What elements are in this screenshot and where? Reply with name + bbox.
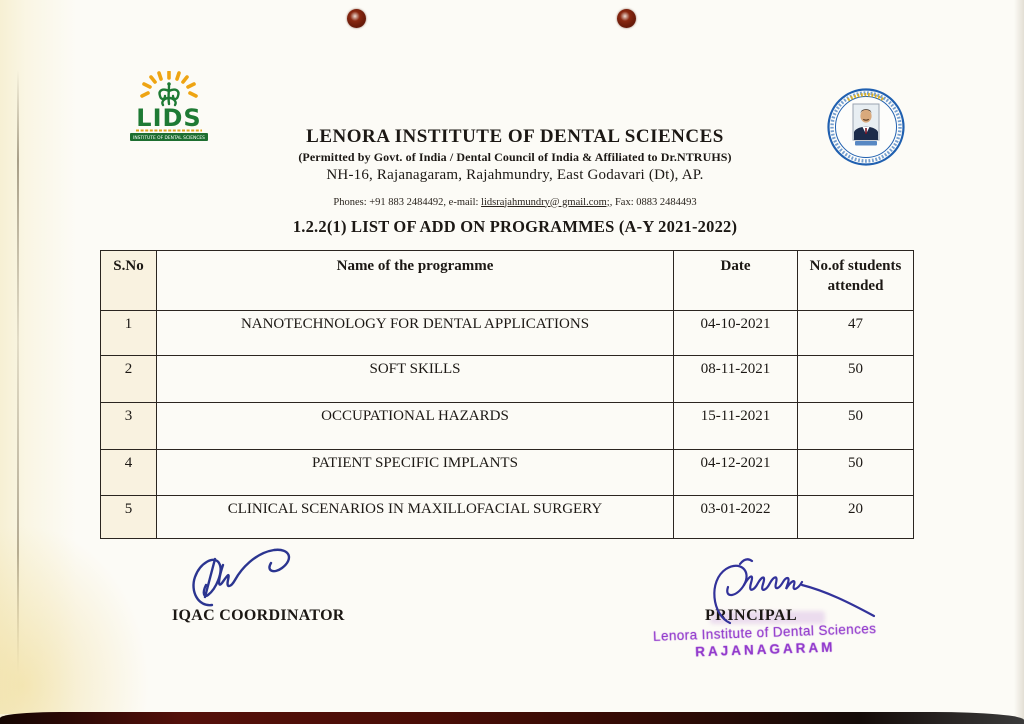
iqac-signature-block	[168, 543, 388, 633]
table-header-row	[101, 251, 914, 311]
cell-students: 20	[798, 496, 914, 539]
col-header-sno: S.No	[101, 251, 157, 311]
cell-students: 50	[798, 403, 914, 450]
contact-line	[0, 197, 1024, 209]
cell-students: 50	[798, 356, 914, 403]
cell-programme: NANOTECHNOLOGY FOR DENTAL APPLICATIONS	[157, 311, 674, 356]
logo-banner-text: INSTITUTE OF DENTAL SCIENCES	[133, 135, 205, 141]
table-row	[101, 496, 914, 539]
cell-date: 03-01-2022	[674, 496, 798, 539]
institute-stamp	[640, 621, 891, 662]
cell-date: 15-11-2021	[674, 403, 798, 450]
cell-date: 04-12-2021	[674, 450, 798, 496]
principal-signature-ink	[688, 555, 888, 630]
cell-sno: 3	[101, 403, 157, 450]
iqac-coordinator-label: IQAC COORDINATOR	[172, 607, 345, 624]
institute-name: LENORA INSTITUTE OF DENTAL SCIENCES	[306, 126, 724, 147]
col-header-programme: Name of the programme	[157, 251, 674, 311]
col-header-students: No.of students attended	[798, 251, 914, 311]
cell-programme: CLINICAL SCENARIOS IN MAXILLOFACIAL SURGERY	[157, 496, 674, 539]
cell-students: 47	[798, 311, 914, 356]
table-row	[101, 356, 914, 403]
letterhead	[0, 126, 1024, 237]
document-title: 1.2.2(1) LIST OF ADD ON PROGRAMMES (A-Y 2021-2022)	[292, 217, 738, 237]
principal-signature-block	[640, 555, 900, 685]
scan-edge-shading	[0, 0, 85, 724]
email-text: lidsrajahmundry@ gmail.com;	[481, 196, 610, 208]
cell-date: 08-11-2021	[674, 356, 798, 403]
col-header-date: Date	[674, 251, 798, 311]
principal-label: PRINCIPAL	[705, 607, 798, 624]
table-row	[101, 311, 914, 356]
cell-programme: SOFT SKILLS	[157, 356, 674, 403]
affiliation-line: (Permitted by Govt. of India / Dental Council of India & Affiliated to Dr.NTRUHS)	[298, 150, 732, 165]
scan-edge-shading-right	[1014, 0, 1024, 724]
stamp-institute-name: Lenora Institute of Dental Sciences	[652, 621, 877, 644]
punch-hole-mark	[347, 9, 366, 28]
table-row	[101, 450, 914, 496]
iqac-signature-ink	[178, 543, 318, 607]
cell-programme: OCCUPATIONAL HAZARDS	[157, 403, 674, 450]
punch-hole-mark	[617, 9, 636, 28]
cell-programme: PATIENT SPECIFIC IMPLANTS	[157, 450, 674, 496]
cell-sno: 4	[101, 450, 157, 496]
cell-sno: 2	[101, 356, 157, 403]
scan-bottom-edge	[0, 712, 1024, 724]
stamp-place-name: RAJANAGARAM	[694, 639, 836, 660]
cell-date: 04-10-2021	[674, 311, 798, 356]
logo-acronym: LIDS	[136, 104, 202, 132]
contact-suffix: , Fax: 0883 2484493	[609, 196, 697, 208]
address-line: NH-16, Rajanagaram, Rajahmundry, East Godavari (Dt), AP.	[326, 166, 704, 183]
contact-prefix: Phones: +91 883 2484492, e-mail:	[333, 196, 482, 208]
cell-students: 50	[798, 450, 914, 496]
cell-sno: 5	[101, 496, 157, 539]
scan-stain	[0, 524, 150, 714]
cell-sno: 1	[101, 311, 157, 356]
tree-icon	[160, 82, 179, 105]
table-row	[101, 403, 914, 450]
programmes-table	[100, 250, 914, 539]
